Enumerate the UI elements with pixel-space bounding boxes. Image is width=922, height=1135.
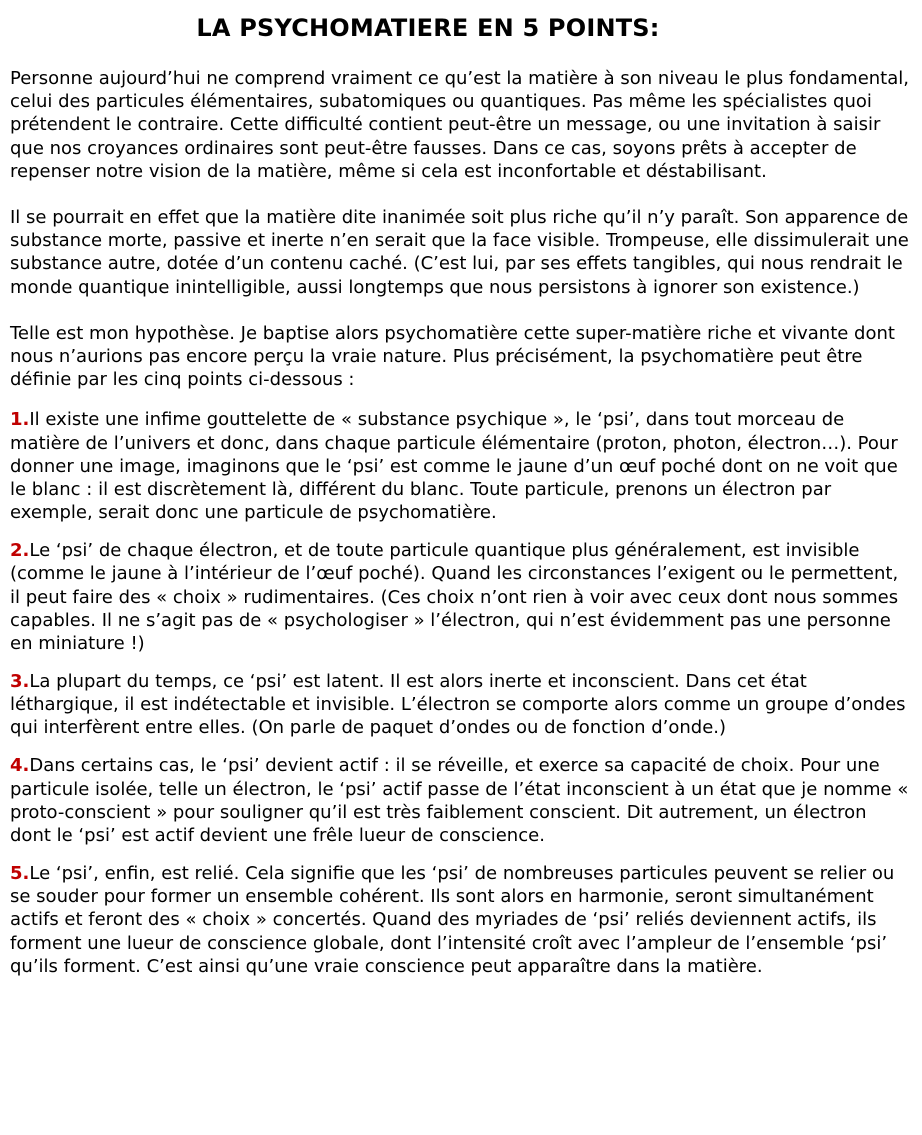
- point-4: [10, 754, 912, 847]
- point-text: Le ‘psi’ de chaque électron, et de toute particule quantique plus généralement, est invisible (comme le jaune à l’intérieur de l’œuf poché). Quand les circonstances l’exigent ou le permettent, il peut faire des « choix » rudimentaires. (Ces choix n’ont rien à voir avec ceux dont nous sommes capables. Il ne s’agit pas de « psychologiser » l’électron, qui n’est évidemment pas une personne en miniature !): [10, 540, 899, 655]
- point-2: [10, 539, 912, 655]
- intro-paragraph-1: Personne aujourd’hui ne comprend vraiment ce qu’est la matière à son niveau le plus fondamental, celui des particules élémentaires, subatomiques ou quantiques. Pas même les spécialistes quoi prétendent le contraire. Cette difficulté contient peut-être un message, ou une invitation à saisir que nos croyances ordinaires sont peut-être fausses. Dans ce cas, soyons prêts à accepter de repenser notre vision de la matière, même si cela est inconfortable et déstabilisant.: [10, 68, 909, 182]
- point-text: Il existe une infime gouttelette de « substance psychique », le ‘psi’, dans tout morceau de matière de l’univers et donc, dans chaque particule élémentaire (proton, photon, électron…). Pour donner une image, imaginons que le ‘psi’ est comme le jaune d’un œuf poché dont on ne voit que le blanc : il est discrètement là, différent du blanc. Toute particule, prenons un électron par exemple, serait donc une particule de psychomatière.: [10, 409, 898, 524]
- point-number: 4.: [10, 755, 30, 777]
- document-title: LA PSYCHOMATIERE EN 5 POINTS:: [196, 14, 660, 42]
- document-page: [10, 12, 912, 993]
- point-number: 2.: [10, 540, 30, 562]
- point-number: 5.: [10, 863, 30, 885]
- point-text: Le ‘psi’, enfin, est relié. Cela signifie que les ‘psi’ de nombreuses particules peuvent se relier ou se souder pour former un ensemble cohérent. Ils sont alors en harmonie, seront simultanément actifs et feront des « choix » concertés. Quand des myriades de ‘psi’ reliés deviennent actifs, ils forment une lueur de conscience globale, dont l’intensité croît avec l’ampleur de l’ensemble ‘psi’ qu’ils forment. C’est ainsi qu’une vraie conscience peut apparaître dans la matière.: [10, 863, 895, 977]
- intro-paragraph-3: Telle est mon hypothèse. Je baptise alors psychomatière cette super-matière riche et vivante dont nous n’aurions pas encore perçu la vraie nature. Plus précisément, la psychomatière peut être définie par les cinq points ci-dessous :: [10, 322, 895, 391]
- point-3: [10, 670, 912, 740]
- point-5: [10, 862, 912, 978]
- intro-paragraph-2: Il se pourrait en effet que la matière dite inanimée soit plus riche qu’il n’y paraît. Son apparence de substance morte, passive et inerte n’en serait que la face visible. Trompeuse, elle dissimulerait une substance autre, dotée d’un contenu caché. (C’est lui, par ses effets tangibles, qui nous rendrait le monde quantique inintelligible, aussi longtemps que nous persistons à ignorer son existence.): [10, 207, 909, 298]
- point-number: 3.: [10, 671, 30, 693]
- point-text: La plupart du temps, ce ‘psi’ est latent. Il est alors inerte et inconscient. Dans cet état léthargique, il est indétectable et invisible. L’électron se comporte alors comme un groupe d’ondes qui interfèrent entre elles. (On parle de paquet d’ondes ou de fonction d’onde.): [10, 671, 906, 739]
- point-text: Dans certains cas, le ‘psi’ devient actif : il se réveille, et exerce sa capacité de choix. Pour une particule isolée, telle un électron, le ‘psi’ actif passe de l’état inconscient à un état que je nomme « proto-conscient » pour souligner qu’il est très faiblement conscient. Dit autrement, un électron dont le ‘psi’ est actif devient une frêle lueur de conscience.: [10, 755, 909, 847]
- point-1: [10, 408, 912, 524]
- intro-section: [10, 67, 912, 391]
- points-list: [10, 408, 912, 978]
- point-number: 1.: [10, 409, 30, 431]
